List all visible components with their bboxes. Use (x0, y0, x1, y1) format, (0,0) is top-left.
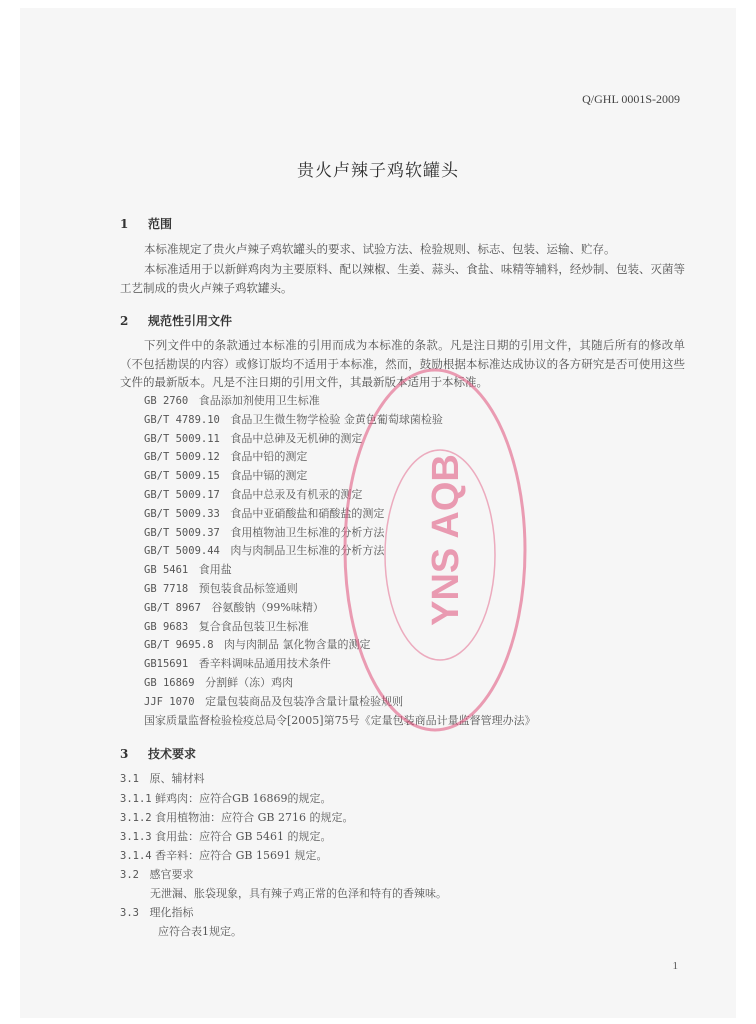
reference-name: 食品添加剂使用卫生标准 (198, 394, 320, 407)
clause-3-1-4 (120, 847, 327, 863)
sensory-requirement-text: 无泄漏、胀袋现象，具有辣子鸡正常的色泽和特有的香辣味。 (150, 887, 447, 900)
reference-code: GB/T 8967 (144, 601, 201, 614)
reference-name: 食用盐 (198, 563, 232, 577)
seal-stamp-text: YNS AQB (425, 454, 468, 626)
reference-code: GB/T 5009.17 (144, 488, 220, 501)
scope-paragraph-1: 本标准规定了贵火卢辣子鸡软罐头的要求、试验方法、检验规则、标志、包装、运输、贮存。 (144, 242, 616, 256)
clause-3-1-3 (120, 828, 331, 844)
references-intro: 下列文件中的条款通过本标准的引用而成为本标准的条款。凡是注日期的引用文件，其随后所有的修改单（不包括勘误的内容）或修订版均不适用于本标准，然而，鼓励根据本标准达成协议的各方研究是否可使用这些文件的最新版本。凡是不注日期的引用文件，其最新版本适用于本标准。 (120, 338, 685, 389)
section-number: 3 (120, 747, 129, 761)
clause-number: 3.1.1 (120, 793, 152, 805)
clause-number: 3.1.3 (120, 831, 152, 843)
reference-name: 食品卫生微生物学检验 金黄色葡萄球菌检验 (230, 412, 443, 426)
reference-name: 定量包装商品及包装净含量计量检验规则 (205, 694, 404, 708)
reference-name: 食品中亚硝酸盐和硝酸盐的测定 (230, 506, 385, 520)
clause-text: 原、辅材料 (149, 772, 205, 785)
clause-text: 食用盐：应符合 GB 5461 的规定。 (155, 830, 332, 843)
reference-code: GB 2760 (144, 395, 189, 407)
reference-name: 食品中总砷及无机砷的测定 (230, 431, 363, 445)
clause-text: 感官要求 (149, 868, 194, 881)
clause-text: 食用植物油：应符合 GB 2716 的规定。 (155, 811, 354, 824)
reference-name: 分割鲜（冻）鸡肉 (205, 675, 294, 689)
section-3-heading (120, 745, 196, 762)
section-number: 1 (120, 217, 129, 231)
section-number: 2 (120, 314, 129, 328)
seal-stamp (330, 350, 560, 750)
reference-name: 食品中镉的测定 (230, 469, 308, 483)
document-title: 贵火卢辣子鸡软罐头 (297, 161, 459, 181)
reference-name: 国家质量监督检验检疫总局令[2005]第75号《定量包装商品计量监督管理办法》 (144, 713, 536, 727)
reference-name: 食品中铅的测定 (230, 450, 308, 464)
clause-number: 3.1.4 (120, 850, 152, 862)
reference-code: JJF 1070 (144, 695, 195, 708)
reference-name: 食用植物油卫生标准的分析方法 (230, 525, 385, 539)
clause-text: 理化指标 (149, 906, 194, 919)
reference-name: 复合食品包装卫生标准 (198, 619, 309, 633)
reference-code: GB/T 9695.8 (144, 639, 214, 652)
clause-number: 3.1 (120, 773, 139, 785)
reference-code: GB15691 (144, 658, 189, 671)
reference-code: GB 5461 (144, 564, 189, 577)
section-title: 规范性引用文件 (148, 314, 233, 328)
clause-text: 鲜鸡肉：应符合GB 16869的规定。 (155, 792, 332, 805)
section-title: 范围 (148, 217, 173, 231)
clause-3-1-1 (120, 790, 331, 806)
reference-code: GB 7718 (144, 582, 189, 595)
reference-name: 预包装食品标签通则 (198, 581, 298, 595)
clause-3-1 (120, 770, 204, 786)
reference-name: 肉与肉制品卫生标准的分析方法 (230, 544, 385, 558)
clause-text: 香辛料：应符合 GB 15691 规定。 (155, 849, 328, 862)
clause-3-2 (120, 866, 193, 882)
section-1-heading (120, 215, 172, 232)
document-code: Q/GHL 0001S-2009 (582, 92, 680, 106)
reference-code: GB/T 5009.12 (144, 451, 220, 464)
page-number: 1 (672, 960, 678, 972)
clause-number: 3.1.2 (120, 812, 152, 824)
reference-code: GB/T 4789.10 (144, 413, 220, 426)
reference-code: GB/T 5009.11 (144, 432, 220, 445)
reference-code: GB/T 5009.15 (144, 470, 220, 483)
reference-code: GB/T 5009.44 (144, 545, 220, 558)
physicochemical-requirement-text: 应符合表1规定。 (158, 925, 242, 938)
reference-name: 食品中总汞及有机汞的测定 (230, 487, 363, 501)
reference-name: 肉与肉制品 氯化物含量的测定 (224, 638, 371, 652)
clause-3-3 (120, 904, 193, 920)
scope-paragraph-2: 本标准适用于以新鲜鸡肉为主要原料、配以辣椒、生姜、蒜头、食盐、味精等辅料，经炒制、包装、灭菌等工艺制成的贵火卢辣子鸡软罐头。 (120, 262, 685, 295)
clause-number: 3.3 (120, 907, 139, 919)
reference-name: 香辛料调味品通用技术条件 (198, 657, 331, 671)
reference-name: 谷氨酸钠（99%味精） (211, 600, 324, 614)
reference-code: GB 9683 (144, 620, 189, 633)
reference-code: GB 16869 (144, 676, 195, 689)
section-2-heading (120, 312, 232, 329)
reference-code: GB/T 5009.33 (144, 507, 220, 520)
reference-code: GB/T 5009.37 (144, 526, 220, 539)
section-title: 技术要求 (148, 747, 197, 761)
clause-3-1-2 (120, 809, 353, 825)
clause-number: 3.2 (120, 869, 139, 881)
